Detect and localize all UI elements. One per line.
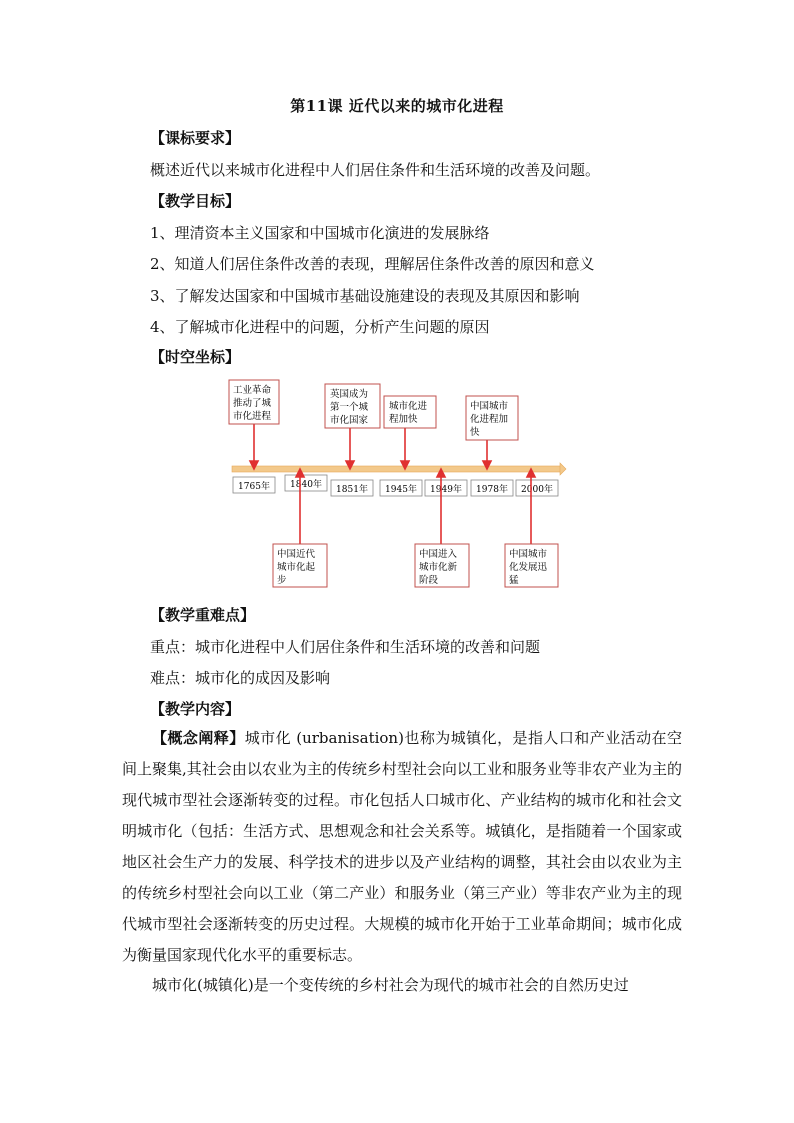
goal-item: 1、理清资本主义国家和中国城市化演进的发展脉络 (150, 224, 490, 242)
year-label (380, 480, 422, 496)
event-box (505, 544, 558, 587)
svg-text:城市化起: 城市化起 (277, 562, 316, 573)
svg-text:中国近代: 中国近代 (277, 549, 316, 560)
timeline-heading: 【时空坐标】 (150, 348, 241, 366)
svg-text:1765年: 1765年 (238, 482, 270, 492)
standard-text: 概述近代以来城市化进程中人们居住条件和生活环境的改善及问题。 (150, 161, 601, 179)
svg-text:化发展迅: 化发展迅 (509, 562, 548, 573)
event-box (325, 384, 380, 428)
svg-text:中国进入: 中国进入 (419, 549, 458, 560)
svg-text:工业革命: 工业革命 (233, 385, 272, 396)
svg-text:英国成为: 英国成为 (330, 389, 369, 400)
year-label (516, 480, 558, 496)
svg-text:1851年: 1851年 (336, 485, 368, 495)
svg-text:城市化进: 城市化进 (389, 401, 428, 412)
timeline-axis (232, 466, 562, 472)
svg-text:化进程加: 化进程加 (470, 414, 509, 425)
svg-text:2000年: 2000年 (521, 485, 553, 495)
svg-text:1978年: 1978年 (476, 485, 508, 495)
svg-text:1949年: 1949年 (430, 485, 462, 495)
event-box (415, 544, 469, 587)
timeline-arrowhead (560, 463, 566, 475)
svg-text:市化国家: 市化国家 (330, 415, 369, 426)
goal-item: 3、了解发达国家和中国城市基础设施建设的表现及其原因和影响 (150, 287, 580, 305)
key-difficulty: 难点：城市化的成因及影响 (150, 669, 331, 687)
year-label (471, 480, 513, 496)
goal-item: 4、了解城市化进程中的问题，分析产生问题的原因 (150, 318, 490, 336)
year-label (425, 480, 467, 496)
svg-text:中国城市: 中国城市 (509, 549, 548, 560)
year-label (285, 475, 327, 491)
key-focus: 重点：城市化进程中人们居住条件和生活环境的改善和问题 (150, 638, 541, 656)
standard-heading: 【课标要求】 (150, 129, 241, 147)
content-heading: 【教学内容】 (150, 700, 241, 718)
event-box (273, 544, 327, 587)
svg-text:1840年: 1840年 (290, 480, 322, 490)
concept-text: 城市化 (urbanisation)也称为城镇化，是指人口和产业活动在空间上聚集,其社会由以农业为主的传统乡村型社会向以工业和服务业等非农产业为主的现代城市型社会逐渐转变的过程。市化包括人口城市化、产业结构的城市化和社会文明城市化（包括：生活方式、思想观念和社会关系等。城镇化，是指随着一个国家或地区社会生产力的发展、科学技术的进步以及产业结构的调整，其社会由以农业为主的传统乡村型社会向以工业（第二产业）和服务业（第三产业）等非农产业为主的现代城市型社会逐渐转变的历史过程。大规模的城市化开始于工业革命期间；城市化成为衡量国家现代化水平的重要标志。 (122, 729, 682, 964)
lesson-title: 第11课 近代以来的城市化进程 (290, 97, 504, 115)
svg-text:中国城市: 中国城市 (470, 401, 509, 412)
event-box (384, 396, 436, 428)
svg-text:程加快: 程加快 (389, 414, 418, 425)
key-heading: 【教学重难点】 (150, 606, 256, 624)
svg-text:第一个城: 第一个城 (330, 402, 369, 413)
svg-text:城市化新: 城市化新 (419, 562, 458, 573)
svg-text:推动了城: 推动了城 (233, 398, 272, 409)
svg-text:快: 快 (470, 427, 480, 438)
svg-text:1945年: 1945年 (385, 485, 417, 495)
year-label (331, 480, 373, 496)
svg-text:步: 步 (277, 575, 287, 586)
concept-label: 【概念阐释】 (152, 729, 245, 747)
svg-text:市化进程: 市化进程 (233, 411, 272, 422)
closing-paragraph: 城市化(城镇化)是一个变传统的乡村社会为现代的城市社会的自然历史过 (152, 976, 629, 994)
concept-paragraph (122, 723, 682, 971)
event-box (229, 380, 279, 424)
year-label (233, 477, 275, 493)
svg-text:猛: 猛 (509, 575, 519, 586)
goals-heading: 【教学目标】 (150, 192, 241, 210)
goal-item: 2、知道人们居住条件改善的表现，理解居住条件改善的原因和意义 (150, 255, 595, 273)
event-box (466, 396, 518, 440)
svg-text:阶段: 阶段 (419, 575, 439, 586)
